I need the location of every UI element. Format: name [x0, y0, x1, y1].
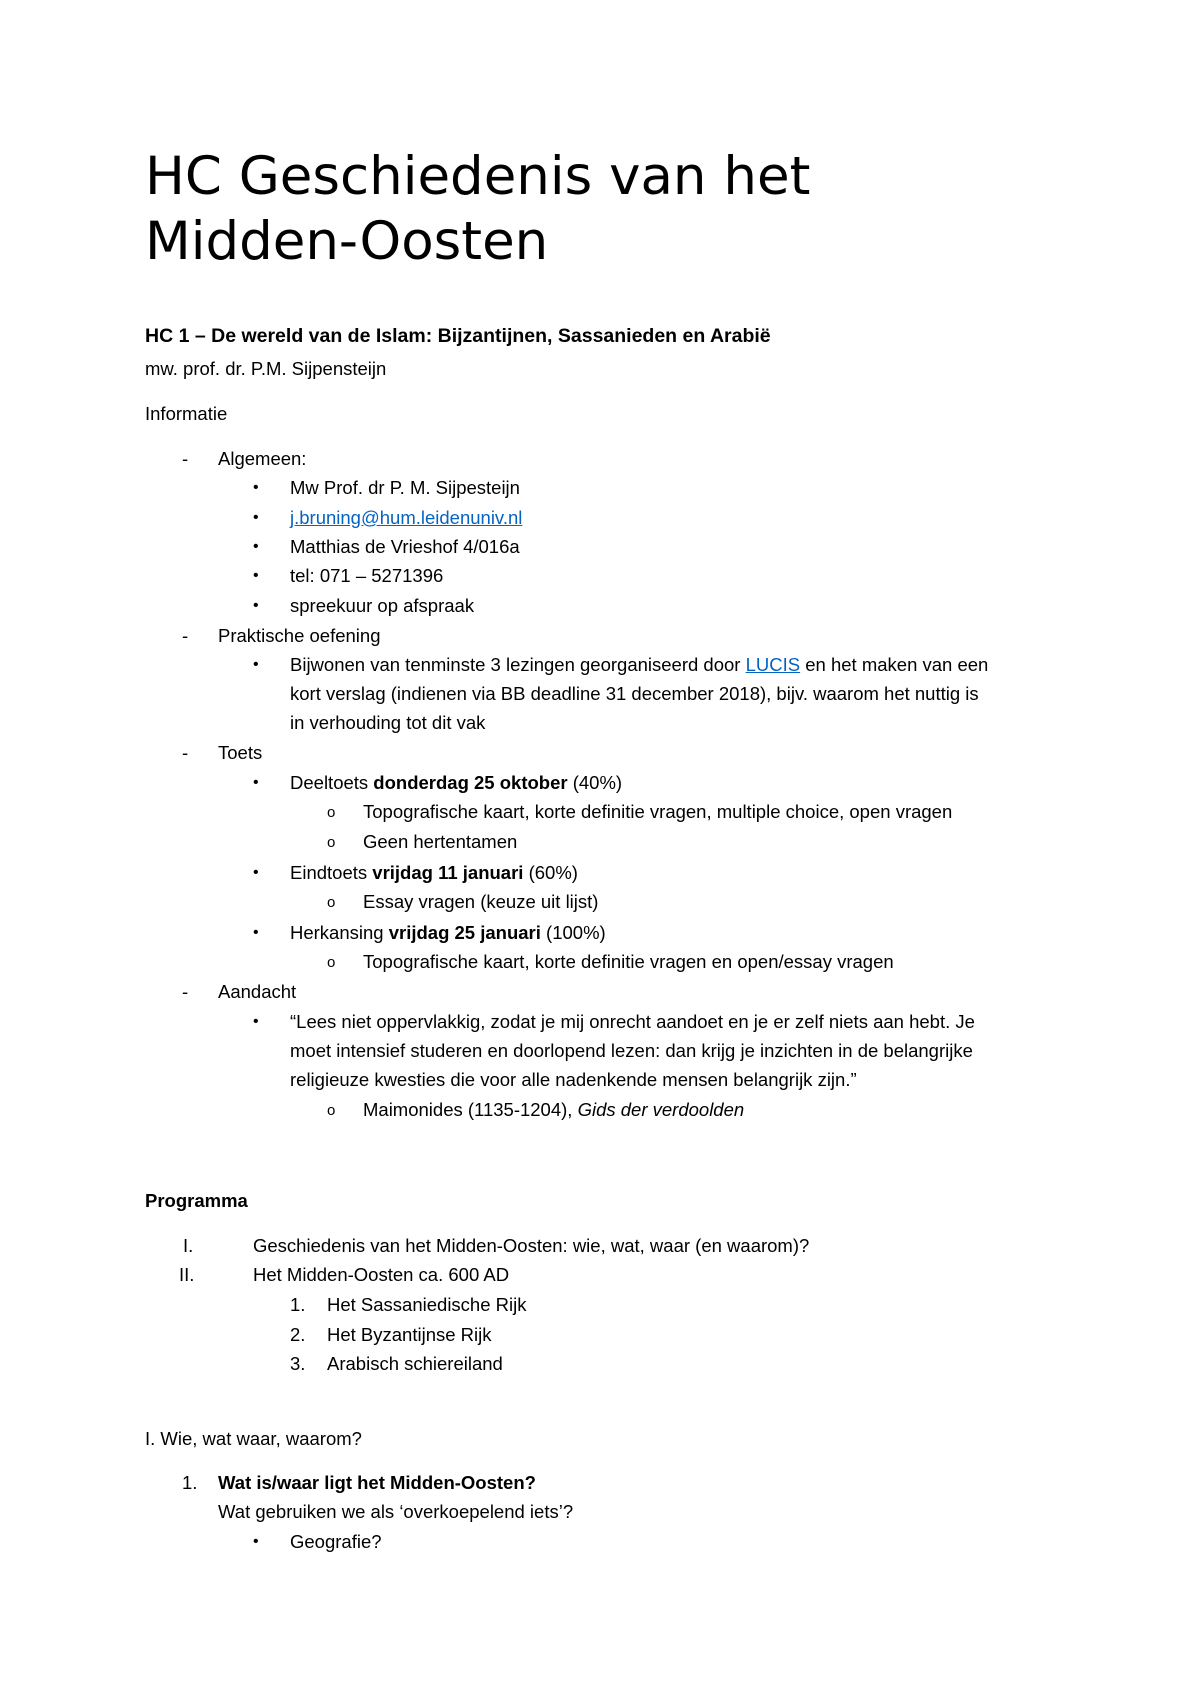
programma-item-1: Geschiedenis van het Midden-Oosten: wie, wat, waar (en waarom)? [253, 1235, 810, 1256]
bullet-marker: • [253, 538, 259, 555]
programma-subitem-1: Het Sassaniedische Rijk [327, 1294, 527, 1315]
lecturer-name: mw. prof. dr. P.M. Sijpensteijn [145, 358, 387, 379]
question-1: Wat is/waar ligt het Midden-Oosten? [218, 1472, 536, 1493]
number-marker: 2. [290, 1324, 306, 1345]
bullet-marker: • [253, 864, 259, 881]
programma-label: Programma [145, 1190, 248, 1211]
contact-address: Matthias de Vrieshof 4/016a [290, 536, 520, 557]
praktisch-text-line2: kort verslag (indienen via BB deadline 31 december 2018), bijv. waarom het nuttig is [290, 683, 979, 704]
circle-marker: o [327, 894, 336, 911]
herkansing-weight: (100%) [540, 922, 606, 943]
lucis-link[interactable]: LUCIS [745, 654, 801, 675]
dash-marker: - [182, 981, 189, 1002]
programma-subitem-2: Het Byzantijnse Rijk [327, 1324, 492, 1345]
praktisch-label: Praktische oefening [218, 625, 381, 646]
programma-subitem-3: Arabisch schiereiland [327, 1353, 503, 1374]
deeltoets-date: donderdag 25 oktober [373, 772, 568, 793]
info-label: Informatie [145, 403, 228, 424]
dash-marker: - [182, 742, 189, 763]
deeltoets-sub-2: Geen hertentamen [363, 831, 518, 852]
dash-marker: - [182, 625, 189, 646]
praktisch-text-line1 [290, 656, 988, 675]
quote-line-1: “Lees niet oppervlakkig, zodat je mij onrecht aandoet en je er zelf niets aan hebt. Je [290, 1011, 975, 1032]
contact-hours: spreekuur op afspraak [290, 595, 475, 616]
contact-name: Mw Prof. dr P. M. Sijpesteijn [290, 477, 520, 498]
bullet-marker: • [253, 656, 259, 673]
contact-phone: tel: 071 – 5271396 [290, 565, 444, 586]
circle-marker: o [327, 1102, 336, 1119]
roman-marker: II. [179, 1264, 195, 1285]
eindtoets-prefix: Eindtoets [290, 862, 373, 883]
herkansing-prefix: Herkansing [290, 922, 389, 943]
dash-marker: - [182, 448, 189, 469]
bullet-marker: • [253, 774, 259, 791]
eindtoets-date: vrijdag 11 januari [372, 862, 524, 883]
number-marker: 1. [182, 1472, 198, 1493]
toets-label: Toets [218, 742, 263, 763]
praktisch-text-before: Bijwonen van tenminste 3 lezingen georganiseerd door [290, 654, 746, 675]
section-heading: I. Wie, wat waar, waarom? [145, 1428, 362, 1449]
herkansing-date: vrijdag 25 januari [388, 922, 541, 943]
circle-marker: o [327, 954, 336, 971]
roman-marker: I. [183, 1235, 194, 1256]
quote-source [363, 1101, 744, 1120]
document-title-line2: Midden-Oosten [145, 211, 549, 272]
deeltoets-weight: (40%) [567, 772, 623, 793]
circle-marker: o [327, 804, 336, 821]
praktisch-text-after: en het maken van een [800, 654, 989, 675]
eindtoets-item [290, 864, 578, 883]
quote-line-3: religieuze kwesties die voor alle nadenkende mensen belangrijk zijn.” [290, 1069, 857, 1090]
eindtoets-sub-1: Essay vragen (keuze uit lijst) [363, 891, 599, 912]
quote-source-author: Maimonides (1135-1204), [363, 1099, 578, 1120]
bullet-marker: • [253, 924, 259, 941]
algemeen-label: Algemeen: [218, 448, 307, 469]
eindtoets-weight: (60%) [523, 862, 578, 883]
question-1-sub: Wat gebruiken we als ‘overkoepelend iets’? [218, 1501, 574, 1522]
bullet-marker: • [253, 1533, 259, 1550]
bullet-marker: • [253, 479, 259, 496]
quote-line-2: moet intensief studeren en doorlopend lezen: dan krijg je inzichten in de belangrijke [290, 1040, 973, 1061]
deeltoets-item [290, 774, 622, 793]
contact-email-link[interactable]: j.bruning@hum.leidenuniv.nl [290, 507, 523, 528]
circle-marker: o [327, 834, 336, 851]
deeltoets-sub-1: Topografische kaart, korte definitie vragen, multiple choice, open vragen [363, 801, 953, 822]
number-marker: 1. [290, 1294, 306, 1315]
lecture-heading: HC 1 – De wereld van de Islam: Bijzantijnen, Sassanieden en Arabië [145, 325, 771, 347]
bullet-marker: • [253, 597, 259, 614]
programma-item-2: Het Midden-Oosten ca. 600 AD [253, 1264, 510, 1285]
question-1-bullet: Geografie? [290, 1531, 382, 1552]
herkansing-sub-1: Topografische kaart, korte definitie vragen en open/essay vragen [363, 951, 894, 972]
herkansing-item [290, 924, 606, 943]
bullet-marker: • [253, 567, 259, 584]
number-marker: 3. [290, 1353, 306, 1374]
document-title-line1: HC Geschiedenis van het [145, 146, 811, 207]
bullet-marker: • [253, 509, 259, 526]
bullet-marker: • [253, 1013, 259, 1030]
quote-source-title: Gids der verdoolden [577, 1099, 745, 1120]
deeltoets-prefix: Deeltoets [290, 772, 374, 793]
praktisch-text-line3: in verhouding tot dit vak [290, 712, 486, 733]
aandacht-label: Aandacht [218, 981, 297, 1002]
